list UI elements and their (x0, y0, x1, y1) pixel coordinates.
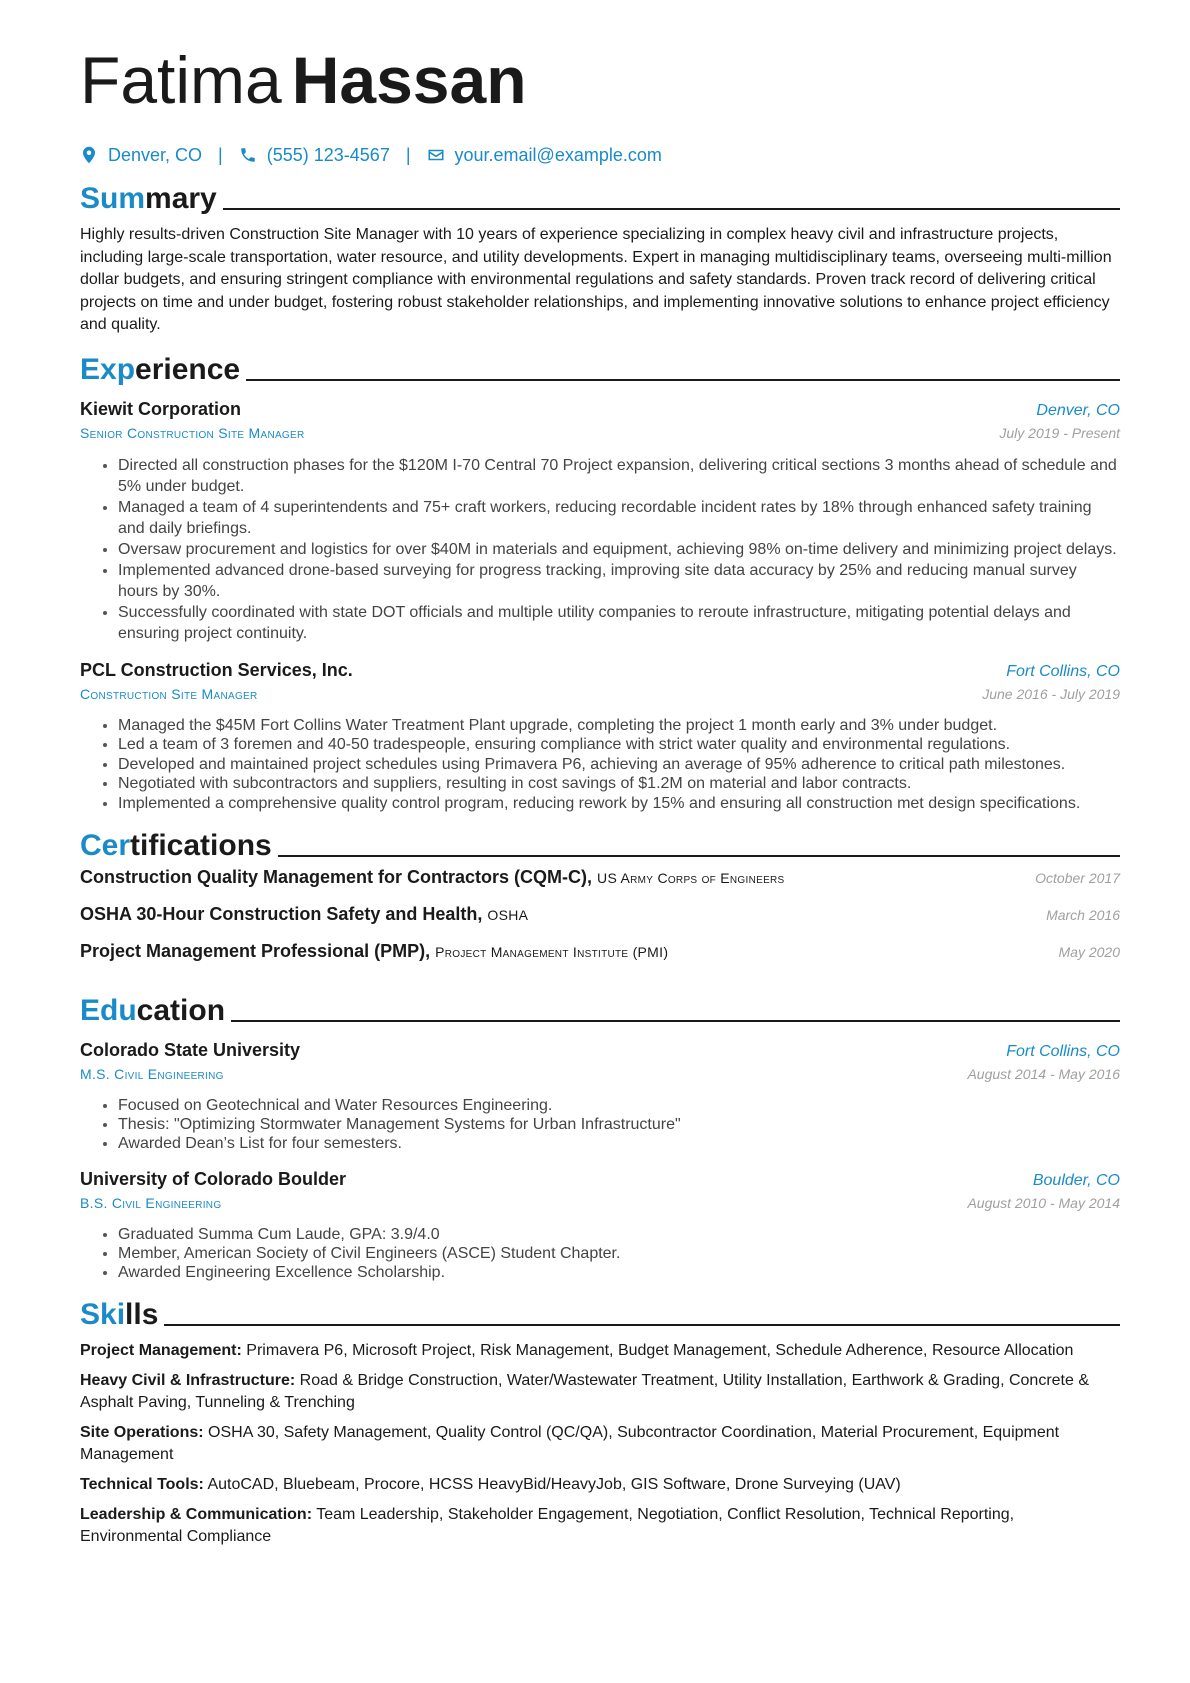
section-skills-heading (80, 1296, 1120, 1332)
section-rule (231, 1020, 1120, 1022)
job-title: Construction Site Manager (80, 685, 258, 702)
skill-row (80, 1340, 1120, 1362)
certification-date: March 2016 (1046, 907, 1120, 923)
skill-items: Primavera P6, Microsoft Project, Risk Management, Budget Management, Schedule Adherence, Resource Allocation (246, 1342, 1074, 1359)
candidate-name (80, 40, 1120, 120)
section-experience-heading (80, 351, 1120, 387)
email-link[interactable]: your.email@example.com (454, 145, 662, 165)
section-title: Experience (80, 352, 241, 386)
section-certifications-heading (80, 827, 1120, 863)
section-rule (223, 208, 1120, 210)
section-title: Certifications (80, 829, 272, 862)
skill-items: Road & Bridge Construction, Water/Wastewater Treatment, Utility Installation, Earthwork & Grading, Concrete & Asphalt Paving, Tunneling & Trenching (80, 1372, 1089, 1411)
contact-phone (239, 144, 390, 166)
section-rule (278, 855, 1120, 857)
list-item: • Graduated Summa Cum Laude, GPA: 3.9/4.0 (118, 1225, 1120, 1244)
certification-issuer: OSHA (487, 907, 529, 923)
certification-title: Construction Quality Management for Contractors (CQM-C) (80, 867, 588, 887)
degree: M.S. Civil Engineering (80, 1066, 224, 1082)
certification-date: October 2017 (1035, 870, 1120, 886)
company-name: Kiewit Corporation (80, 398, 241, 419)
job-title: Senior Construction Site Manager (80, 424, 305, 441)
list-item: • Awarded Engineering Excellence Scholarship. (118, 1263, 1120, 1282)
school-name: Colorado State University (80, 1040, 301, 1060)
school-location: Fort Collins, CO (1006, 1043, 1120, 1060)
company-name: PCL Construction Services, Inc. (80, 659, 353, 680)
certification-date: May 2020 (1058, 944, 1120, 960)
summary-text: Highly results-driven Construction Site Manager with 10 years of experience specializing in complex heavy civil and infrastructure projects, including large-scale transportation, water resource, and utility developments. Expert in managing multidisciplinary teams, overseeing multi-million dollar budgets, and ensuring stringent compliance with environmental regulations and safety standards. Proven track record of delivering critical projects on time and under budget, fostering robust stakeholder relationships, and implementing innovative solutions to enhance project efficiency and quality. (80, 226, 1112, 333)
map-marker-icon (80, 146, 98, 164)
achievement-list (80, 716, 1120, 814)
certification-item: Project Management Professional (PMP), Project Management Institute (PMI) May 2020 (80, 941, 1120, 961)
list-item: • Directed all construction phases for the $120M I-70 Central 70 Project expansion, delivering critical sections 3 months ahead of schedule and 5% under budget. (118, 455, 1120, 497)
list-item: • Thesis: "Optimizing Stormwater Management Systems for Urban Infrastructure" (118, 1115, 1120, 1134)
list-item: • Member, American Society of Civil Engineers (ASCE) Student Chapter. (118, 1244, 1120, 1263)
list-item: • Oversaw procurement and logistics for over $40M in materials and equipment, achieving 98% on-time delivery and minimizing project delays. (118, 539, 1120, 560)
certification-issuer: Project Management Institute (PMI) (435, 944, 669, 960)
skill-items: OSHA 30, Safety Management, Quality Control (QC/QA), Subcontractor Coordination, Material Procurement, Equipment Management (80, 1424, 1060, 1463)
contact-email[interactable] (427, 144, 662, 166)
list-item: • Successfully coordinated with state DOT officials and multiple utility companies to reroute infrastructure, mitigating potential delays and ensuring project continuity. (118, 602, 1120, 644)
degree: B.S. Civil Engineering (80, 1195, 222, 1211)
job-dates: June 2016 - July 2019 (982, 685, 1120, 702)
certification-title: OSHA 30-Hour Construction Safety and Health (80, 904, 478, 924)
certification-item: Construction Quality Management for Contractors (CQM-C), US Army Corps of Engineers October 2017 (80, 867, 1120, 887)
skill-category: Project Management: (80, 1342, 242, 1359)
phone-icon (239, 146, 257, 164)
section-rule (246, 379, 1120, 381)
first-name: Fatima (80, 43, 282, 117)
skill-category: Leadership & Communication: (80, 1506, 313, 1523)
list-item: • Negotiated with subcontractors and suppliers, resulting in cost savings of $1.2M on material and labor contracts. (118, 774, 1120, 794)
job-location: Denver, CO (1036, 401, 1120, 419)
skill-category: Site Operations: (80, 1424, 204, 1441)
contact-separator: | (405, 145, 411, 165)
education-details (80, 1096, 1120, 1153)
section-title: Education (80, 994, 226, 1027)
certification-issuer: US Army Corps of Engineers (597, 870, 785, 886)
education-dates: August 2014 - May 2016 (967, 1066, 1120, 1082)
skills-list (80, 1340, 1120, 1548)
skill-items: AutoCAD, Bluebeam, Procore, HCSS HeavyBid/HeavyJob, GIS Software, Drone Surveying (UAV) (207, 1476, 901, 1493)
last-name: Hassan (291, 43, 527, 117)
certification-title: Project Management Professional (PMP) (80, 941, 426, 961)
education-entry (80, 1167, 1120, 1282)
school-location: Boulder, CO (1032, 1172, 1120, 1189)
education-details (80, 1225, 1120, 1282)
skill-row (80, 1370, 1120, 1414)
section-education-heading (80, 992, 1120, 1028)
job-location: Fort Collins, CO (1006, 662, 1120, 680)
resume-page (80, 40, 1120, 1548)
list-item: • Managed the $45M Fort Collins Water Treatment Plant upgrade, completing the project 1 month early and 3% under budget. (118, 716, 1120, 736)
school-name: University of Colorado Boulder (80, 1169, 347, 1189)
experience-entry (80, 397, 1120, 644)
envelope-icon (427, 146, 445, 164)
contact-bar (80, 144, 1120, 166)
achievement-list (80, 455, 1120, 644)
list-item: • Developed and maintained project schedules using Primavera P6, achieving an average of 95% adherence to critical path milestones. (118, 755, 1120, 775)
certification-list (80, 867, 1120, 978)
skill-row (80, 1422, 1120, 1466)
section-rule (164, 1324, 1120, 1326)
contact-location (80, 144, 202, 166)
experience-entry (80, 658, 1120, 814)
section-title: Skills (80, 1298, 159, 1331)
list-item: • Implemented a comprehensive quality control program, reducing rework by 15% and ensuring all construction met design specifications. (118, 794, 1120, 814)
location-text: Denver, CO (108, 145, 203, 165)
skill-items: Team Leadership, Stakeholder Engagement, Negotiation, Conflict Resolution, Technical Reporting, Environmental Compliance (80, 1506, 1015, 1545)
list-item: • Led a team of 3 foremen and 40-50 tradespeople, ensuring compliance with strict water quality and environmental regulations. (118, 735, 1120, 755)
section-title: Summary (80, 182, 217, 215)
job-dates: July 2019 - Present (999, 424, 1120, 441)
skill-category: Technical Tools: (80, 1476, 204, 1493)
list-item: • Implemented advanced drone-based surveying for progress tracking, improving site data accuracy by 25% and reducing manual survey hours by 30%. (118, 560, 1120, 602)
list-item: • Managed a team of 4 superintendents and 75+ craft workers, reducing recordable incident rates by 18% through enhanced safety training and daily briefings. (118, 497, 1120, 539)
list-item: • Awarded Dean’s List for four semesters. (118, 1134, 1120, 1153)
phone-text: (555) 123-4567 (266, 145, 390, 165)
skill-row (80, 1474, 1120, 1496)
education-entry (80, 1038, 1120, 1153)
contact-separator: | (218, 145, 223, 165)
section-summary-heading (80, 180, 1120, 216)
list-item: • Focused on Geotechnical and Water Resources Engineering. (118, 1096, 1120, 1115)
education-dates: August 2010 - May 2014 (967, 1195, 1120, 1211)
skill-category: Heavy Civil & Infrastructure: (80, 1372, 296, 1389)
certification-item: OSHA 30-Hour Construction Safety and Health, OSHA March 2016 (80, 904, 1120, 924)
skill-row (80, 1504, 1120, 1548)
